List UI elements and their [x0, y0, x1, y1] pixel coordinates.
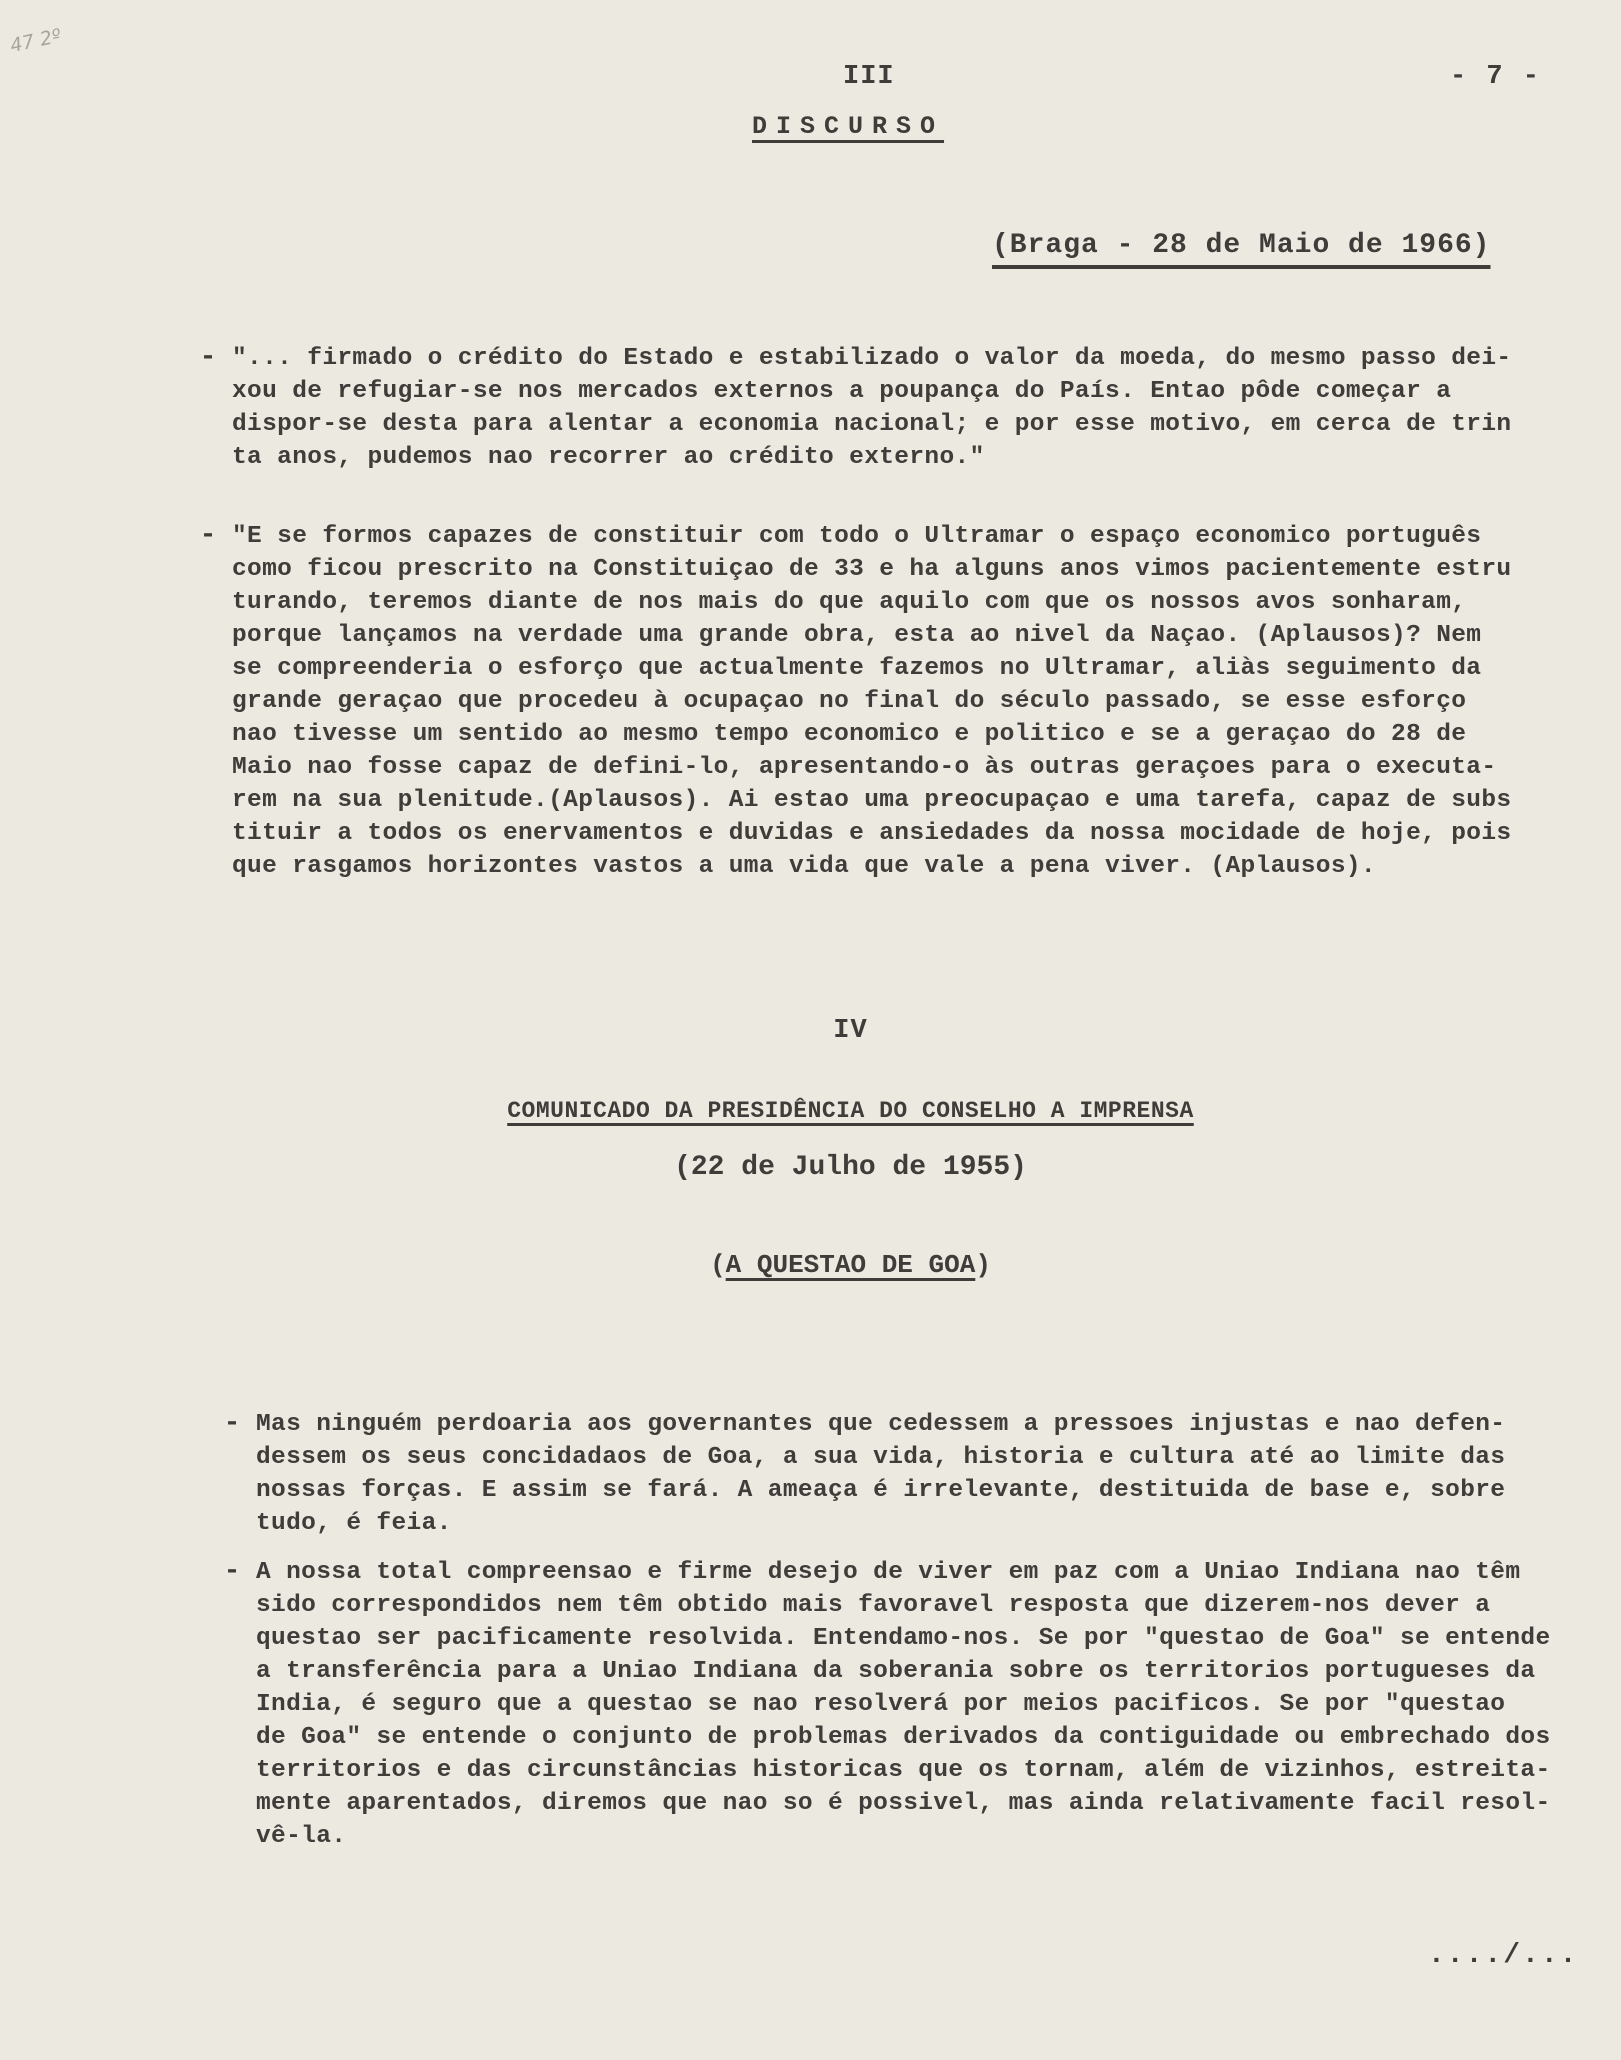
text-line: A nossa total compreensao e firme desejo de viver em paz com a Uniao Indiana nao têm: [256, 1559, 1521, 1586]
text-line: rem na sua plenitude.(Aplausos). Ai estao uma preocupaçao e uma tarefa, capaz de subs: [232, 787, 1512, 814]
text-line: de Goa" se entende o conjunto de problemas derivados da contiguidade ou embrechado dos: [256, 1724, 1551, 1751]
subtitle-paren-close: ): [975, 1250, 991, 1280]
text-line: "E se formos capazes de constituir com todo o Ultramar o espaço economico português: [232, 523, 1482, 550]
text-line: questao ser pacificamente resolvida. Entendamo-nos. Se por "questao de Goa" se entende: [256, 1625, 1551, 1652]
subtitle-text: A QUESTAO DE GOA: [725, 1250, 976, 1280]
section-4-title-text: COMUNICADO DA PRESIDÊNCIA DO CONSELHO A IMPRENSA: [507, 1098, 1194, 1124]
text-line: xou de refugiar-se nos mercados externos a poupança do País. Entao pôde começar a: [232, 378, 1452, 405]
continuation-mark: ..../...: [1428, 1940, 1579, 1971]
text-line: India, é seguro que a questao se nao resolverá por meios pacificos. Se por "questao: [256, 1691, 1506, 1718]
text-line: turando, teremos diante de nos mais do que aquilo com que os nossos avos sonharam,: [232, 589, 1467, 616]
section-4-subtitle: [40, 1250, 1621, 1280]
text-line: Mas ninguém perdoaria aos governantes que cedessem a pressoes injustas e nao defen-: [256, 1411, 1506, 1438]
section-4-number-text: IV: [833, 1016, 868, 1046]
section-4-date-text: (22 de Julho de 1955): [674, 1152, 1027, 1183]
handwritten-mark: 47 2º: [8, 24, 63, 58]
text-line: sido correspondidos nem têm obtido mais favoravel resposta que dizerem-nos dever a: [256, 1592, 1491, 1619]
text-line: ta anos, pudemos nao recorrer ao crédito externo.": [232, 444, 985, 471]
section-3-paragraph-1: [232, 342, 1621, 474]
paragraph-dash: -: [199, 342, 217, 373]
text-line: grande geraçao que procedeu à ocupaçao no final do século passado, se esse esforço: [232, 688, 1467, 715]
text-line: "... firmado o crédito do Estado e estabilizado o valor da moeda, do mesmo passo dei-: [232, 345, 1512, 372]
paragraph-dash: -: [223, 1556, 241, 1587]
text-line: nao tivesse um sentido ao mesmo tempo economico e politico e se a geraçao do 28 de: [232, 721, 1467, 748]
text-line: dessem os seus concidadaos de Goa, a sua vida, historia e cultura até ao limite das: [256, 1444, 1506, 1471]
section-4-title: [40, 1098, 1621, 1124]
subtitle-paren-open: (: [710, 1250, 726, 1280]
text-line: que rasgamos horizontes vastos a uma vida que vale a pena viver. (Aplausos).: [232, 853, 1376, 880]
text-line: tituir a todos os enervamentos e duvidas e ansiedades da nossa mocidade de hoje, pois: [232, 820, 1512, 847]
section-3-title: DISCURSO: [752, 112, 945, 141]
section-4-paragraph-2: [256, 1556, 1606, 1853]
text-line: Maio nao fosse capaz de defini-lo, apresentando-o às outras geraçoes para o executa-: [232, 754, 1497, 781]
paragraph-dash: -: [223, 1408, 241, 1439]
text-line: territorios e das circunstâncias historicas que os tornam, além de vizinhos, estreita-: [256, 1757, 1551, 1784]
text-line: a transferência para a Uniao Indiana da soberania sobre os territorios portugueses da: [256, 1658, 1536, 1685]
section-4-date: [40, 1152, 1621, 1183]
text-line: nossas forças. E assim se fará. A ameaça é irrelevante, destituida de base e, sobre: [256, 1477, 1506, 1504]
section-3-date: (Braga - 28 de Maio de 1966): [992, 230, 1491, 261]
section-4-paragraph-1: [256, 1408, 1621, 1540]
text-line: porque lançamos na verdade uma grande obra, esta ao nivel da Naçao. (Aplausos)? Nem: [232, 622, 1482, 649]
text-line: se compreenderia o esforço que actualmente fazemos no Ultramar, aliàs seguimento da: [232, 655, 1482, 682]
text-line: como ficou prescrito na Constituiçao de 33 e ha alguns anos vimos pacientemente estru: [232, 556, 1512, 583]
paragraph-dash: -: [199, 520, 217, 551]
page-number: - 7 -: [1450, 62, 1542, 92]
text-line: vê-la.: [256, 1823, 347, 1850]
text-line: tudo, é feia.: [256, 1510, 452, 1537]
section-3-number: III: [843, 62, 895, 92]
section-3-paragraph-2: [232, 520, 1621, 883]
text-line: mente aparentados, diremos que nao so é possivel, mas ainda relativamente facil resol-: [256, 1790, 1551, 1817]
text-line: dispor-se desta para alentar a economia nacional; e por esse motivo, em cerca de trin: [232, 411, 1512, 438]
section-4-number: [40, 1016, 1621, 1046]
